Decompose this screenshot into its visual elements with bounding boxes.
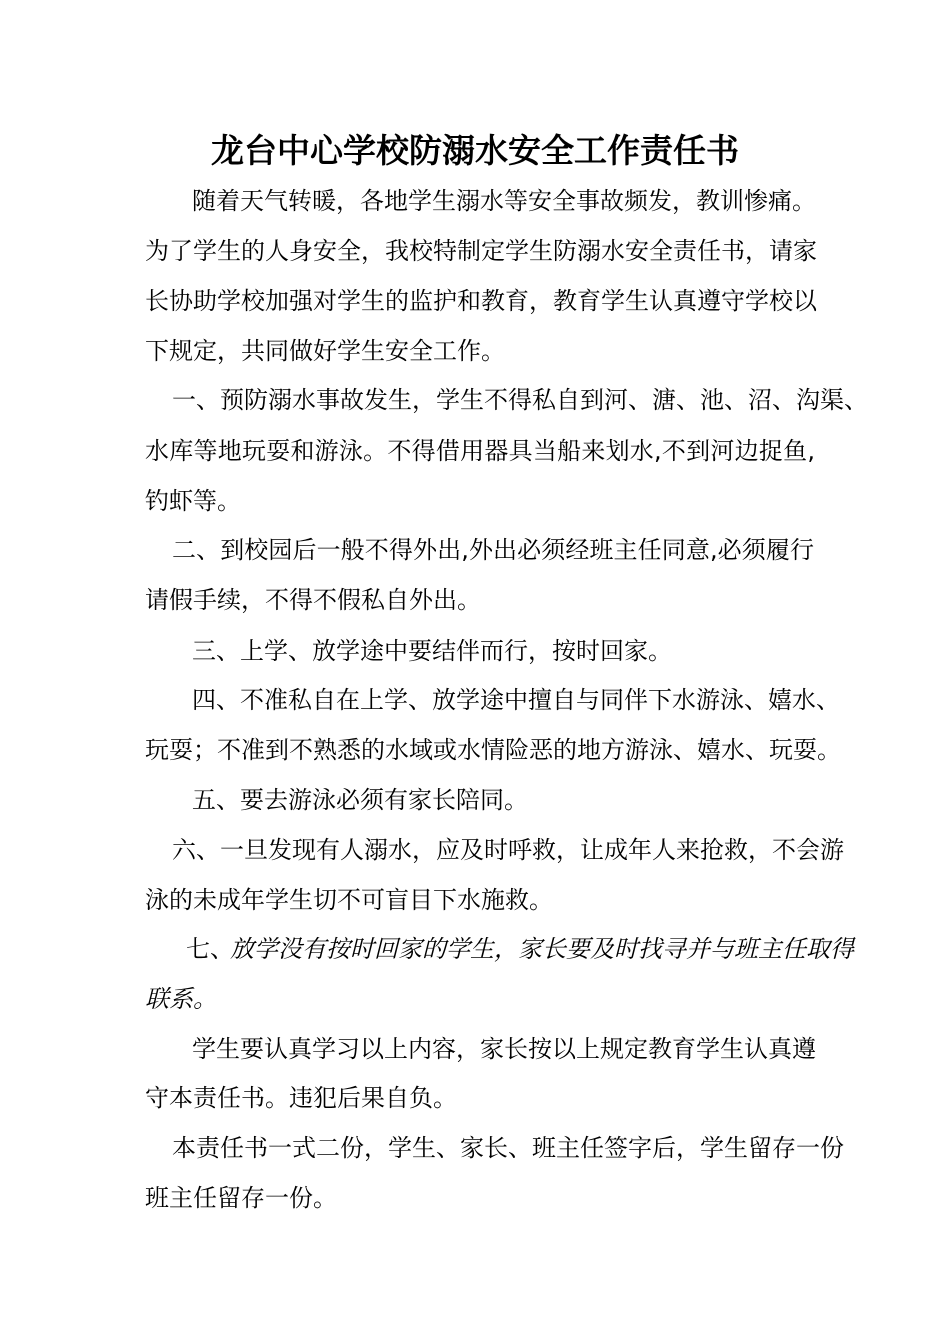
paragraph-line: 长协助学校加强对学生的监护和教育，教育学生认真遵守学校以 [145,287,817,315]
closing-line: 学生要认真学习以上内容，家长按以上规定教育学生认真遵 [192,1035,816,1063]
rule-seven-line: 放学没有按时回家的学生，家长要及时找寻并与班主任取得 [230,935,854,963]
rule-three-line: 三、上学、放学途中要结伴而行，按时回家。 [192,637,672,665]
rule-seven-line: 联系。 [145,985,217,1013]
paragraph-line: 为了学生的人身安全，我校特制定学生防溺水安全责任书，请家 [145,237,817,265]
rule-two-line: 请假手续，不得不假私自外出。 [145,586,481,614]
closing-line: 守本责任书。违犯后果自负。 [145,1084,457,1112]
closing-line: 班主任留存一份。 [145,1184,337,1212]
rule-four-line: 四、不准私自在上学、放学途中擅自与同伴下水游泳、嬉水、 [192,686,840,714]
rule-four-line: 玩耍；不准到不熟悉的水域或水情险恶的地方游泳、嬉水、玩耍。 [145,736,841,764]
rule-six-line: 六、一旦发现有人溺水，应及时呼救，让成年人来抢救，不会游 [172,836,844,864]
rule-one-line: 一、预防溺水事故发生，学生不得私自到河、溏、池、沼、沟渠、 [172,386,868,414]
rule-one-line: 钓虾等。 [145,487,241,515]
closing-line: 本责任书一式二份，学生、家长、班主任签字后，学生留存一份 [172,1134,844,1162]
rule-five-line: 五、要去游泳必须有家长陪同。 [192,786,528,814]
paragraph-line: 随着天气转暖，各地学生溺水等安全事故频发，教训惨痛。 [192,187,816,215]
document-title: 龙台中心学校防溺水安全工作责任书 [211,131,739,170]
rule-six-line: 泳的未成年学生切不可盲目下水施救。 [145,886,553,914]
paragraph-line: 下规定，共同做好学生安全工作。 [145,337,505,365]
rule-one-line: 水库等地玩耍和游泳。不得借用器具当船来划水,不到河边捉鱼, [145,437,815,465]
rule-seven-number: 七、 [186,935,234,963]
rule-two-line: 二、到校园后一般不得外出,外出必须经班主任同意,必须履行 [172,536,814,564]
